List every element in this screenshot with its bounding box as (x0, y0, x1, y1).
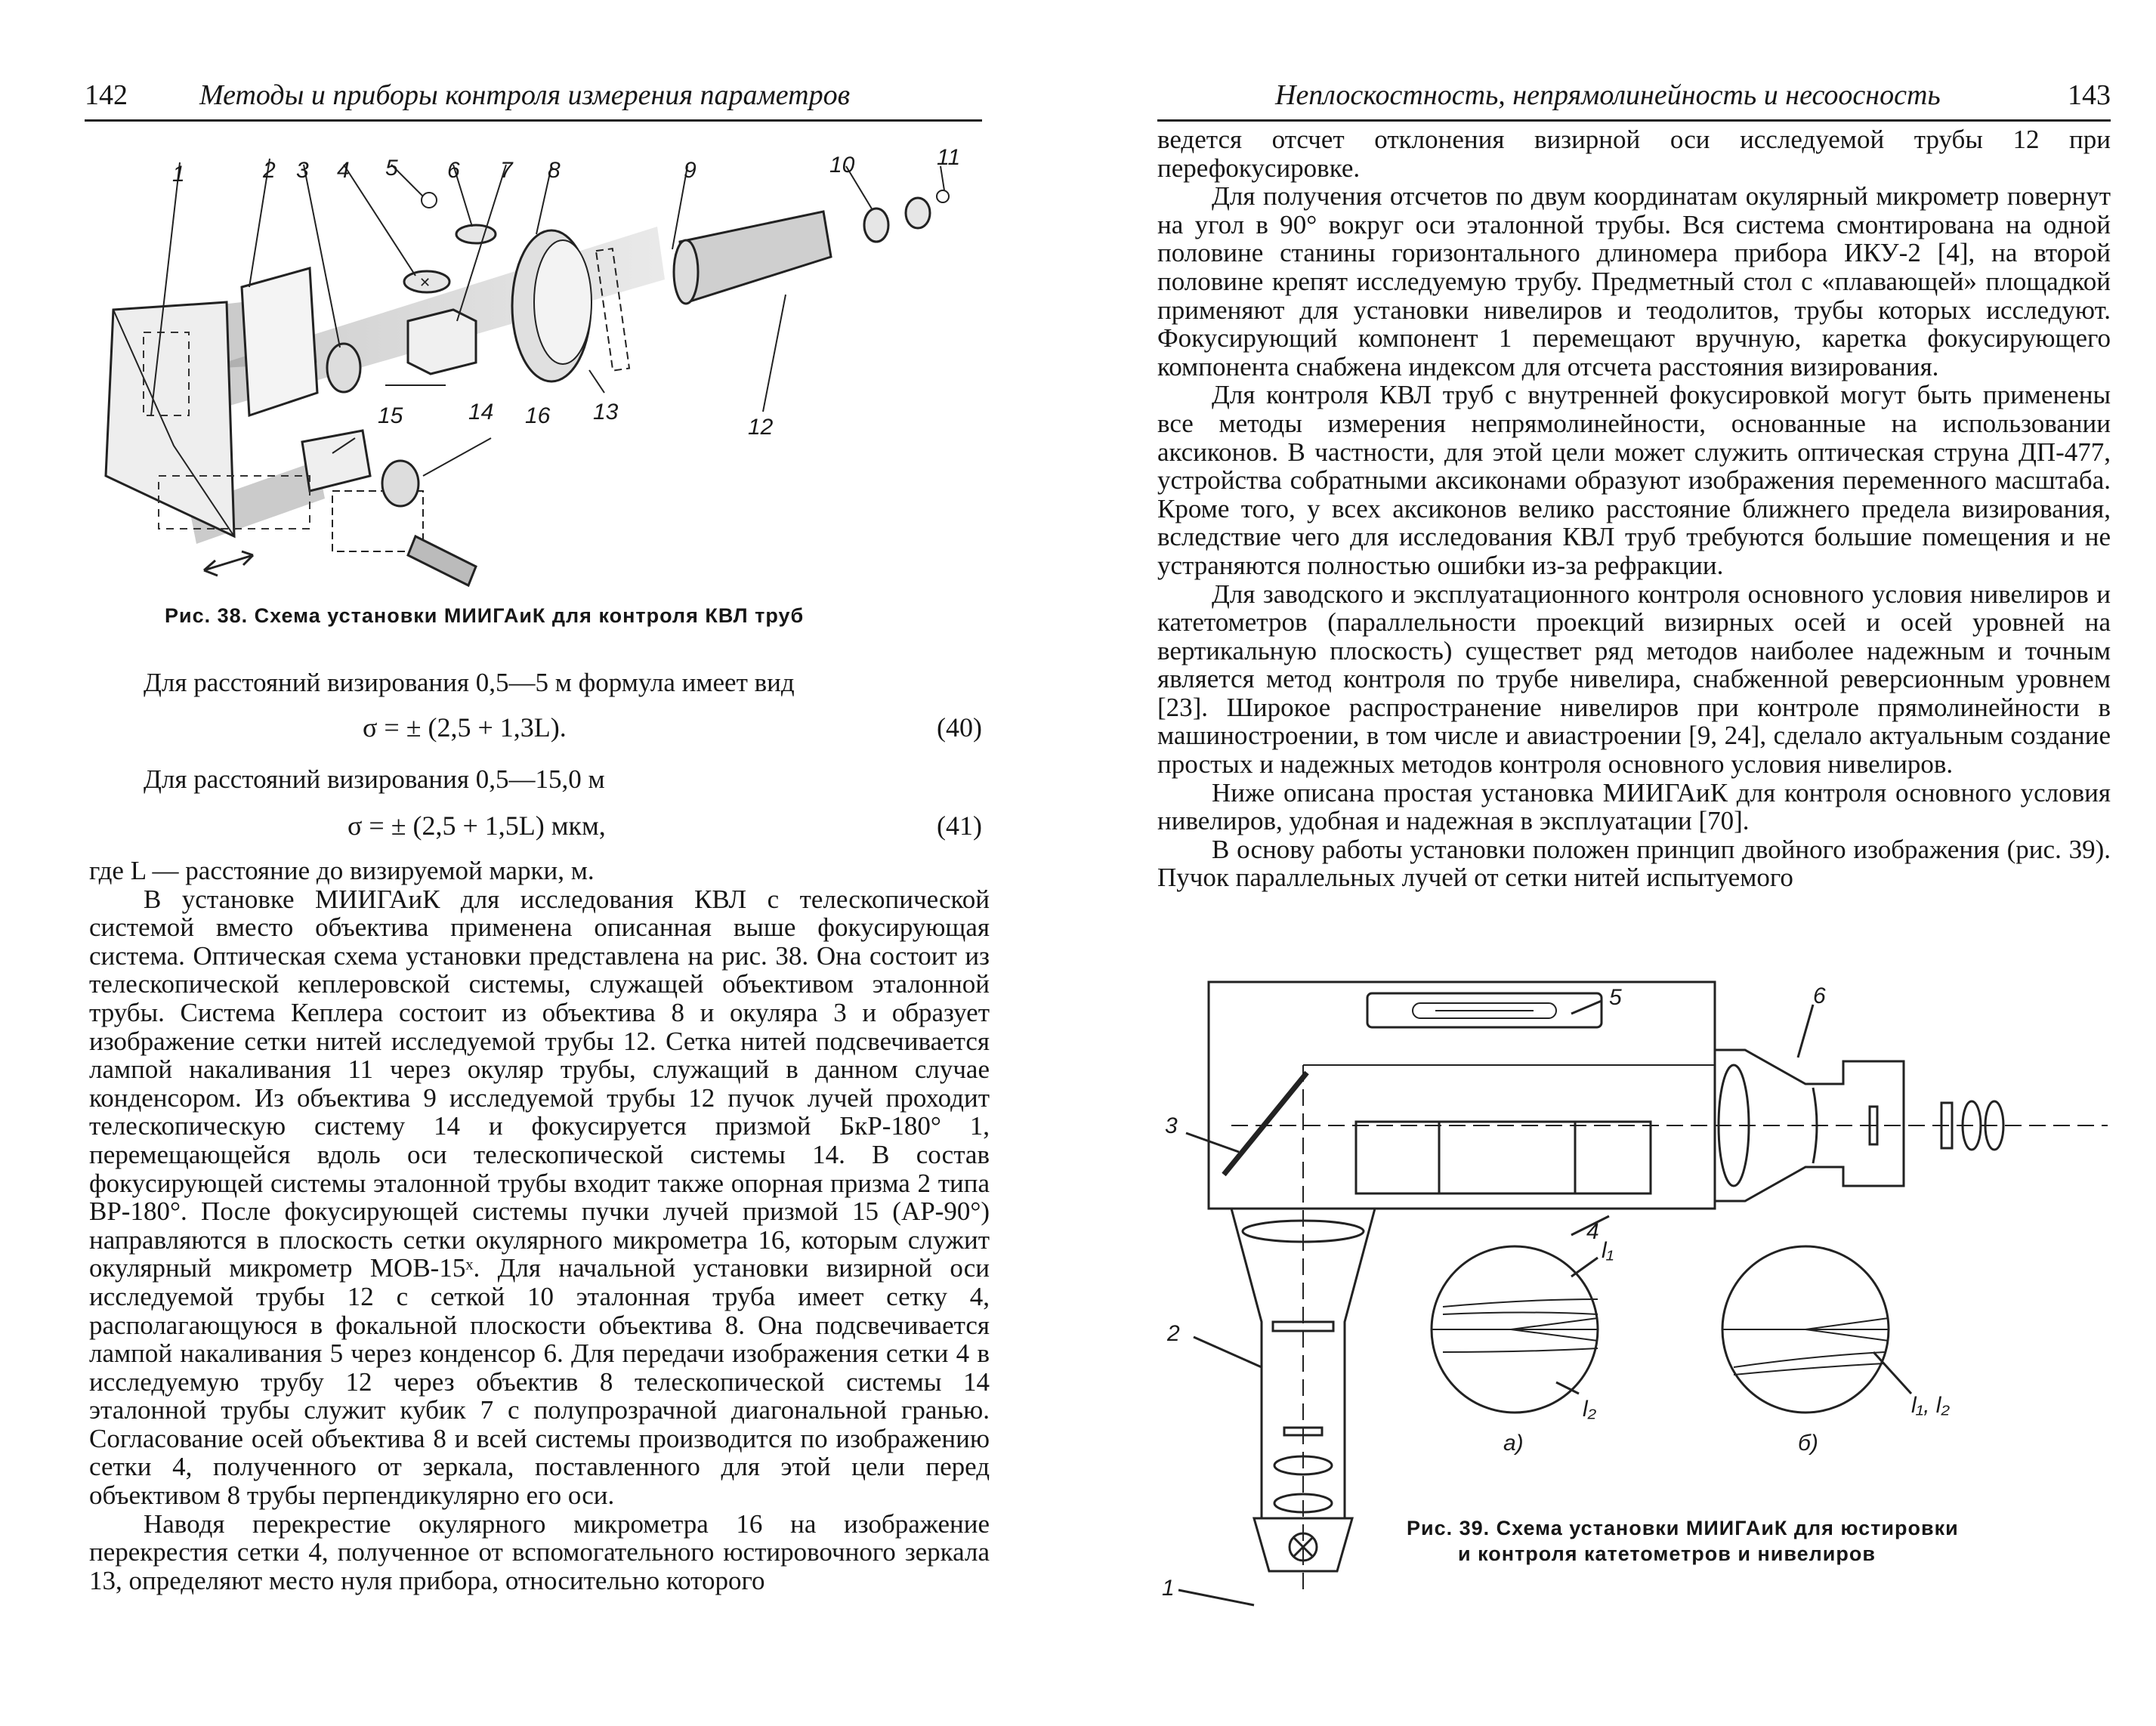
running-title-left: Методы и приборы контроля измерения параметров (199, 79, 851, 111)
svg-text:✕: ✕ (419, 275, 431, 290)
subfigure-label-a: а) (1503, 1431, 1524, 1456)
fig39-label-5: 5 (1609, 985, 1622, 1010)
right-page (1080, 0, 2156, 1726)
right-paragraph-4: Ниже описана простая установка МИИГАиК для контроля основного условия нивелиров, удобная и надежная в эксплуатации [70]. (1157, 777, 2111, 836)
where-line: где L — расстояние до визируемой марки, м. (89, 856, 595, 885)
lamp-5 (422, 193, 437, 208)
running-title-right: Неплоскостность, непрямолинейность и несоосность (1275, 79, 1941, 111)
left-body-text (89, 857, 990, 1595)
right-paragraph-5: В основу работы установки положен принцип двойного изображения (рис. 39). Пучок параллельных лучей от сетки нитей испытуемого (1157, 834, 2111, 893)
right-body-text (1157, 125, 2111, 892)
line-label-l1: l₁ (1602, 1238, 1614, 1263)
fig38-label-16: 16 (525, 403, 551, 428)
subfigure-label-b: б) (1798, 1431, 1818, 1456)
line-label-l1-l2: l₁, l₂ (1911, 1393, 1950, 1418)
condenser-6 (456, 225, 496, 243)
fig38-label-11: 11 (937, 145, 961, 170)
fig38-label-3: 3 (296, 158, 309, 183)
right-paragraph-3: Для заводского и эксплуатационного контроля основного условия нивелиров и катетометров (параллельности проекций визирных осей и осей уровней на вертикальную плоскость) существет ряд методов наиболее надежным и точным является метод контроля по трубе нивелира, снабженной реверсионным уровнем [23]. Широкое распространение нивелиров при контроле прямолинейности в машиностроении, в том числе и авиастроении [9, 24], сделало актуальным создание простых и надежных методов контроля основного условия нивелиров. (1157, 579, 2111, 780)
eyepiece-3 (327, 344, 360, 392)
fig39-label-3: 3 (1165, 1113, 1178, 1138)
fig38-label-15: 15 (378, 403, 403, 428)
formula-intro-1: Для расстояний визирования 0,5—5 м формула имеет вид (144, 668, 795, 697)
mirror-3 (1224, 1073, 1307, 1175)
test-tube-12 (680, 212, 831, 302)
tube-4 (1356, 1122, 1651, 1193)
formula-41: σ = ± (2,5 + 1,5L) мкм, (347, 811, 606, 841)
formula-40-number: (40) (937, 712, 982, 743)
left-page (0, 0, 1073, 1726)
fig38-label-2: 2 (263, 158, 276, 183)
page-number-left: 142 (85, 79, 128, 111)
figure-39-diagram (1148, 974, 2123, 1609)
formula-40: σ = ± (2,5 + 1,3L). (363, 712, 567, 743)
prism-2 (242, 268, 317, 415)
fig38-label-6: 6 (447, 158, 460, 183)
left-paragraph-1: В установке МИИГАиК для исследования КВЛ с телескопической системой вместо объектива применена описанная выше фокусирующая система. Оптическая схема установки представлена на рис. 38. Она состоит из телескопической кеплеровской системы, служащей объективом эталонной трубы. Система Кеплера состоит из объектива 8 и окуляра 3 и образует изображение сетки нитей исследуемой трубы 12. Сетка нитей подсвечивается лампой накаливания 11 через окуляр трубы, служащий в данном случае конденсором. Из объектива 9 исследуемой трубы 12 пучок лучей проходит телескопическую систему 14 и фокусируется призмой БкР-180° 1, перемещающейся вдоль оси телескопической системы 14. В состав фокусирующей системы эталонной трубы входит также опорная призма 2 типа ВР-180°. После фокусирующей системы пучки лучей призмой 15 (АР-90°) направляются в плоскость сетки окулярного микрометра 16, которым служит окулярный микрометр МОВ-15ˣ. Для начальной установки визирной оси исследуемой трубы 12 с сеткой 10 эталонная труба имеет сетку 4, располагающуюся в фокальной плоскости объектива 8. Она подсвечивается лампой накаливания 5 через конденсор 6. Для передачи изображения сетки 4 в исследуемую трубу 12 через объектив 8 телескопической системы 14 эталонной трубы служит кубик 7 с полупрозрачной диагональной гранью. Согласование осей объектива 8 и всей системы производится по изображению сетки 4, полученного от зеркала, поставленного для этой цели перед объективом 8 трубы перпендикулярно его оси. (89, 884, 990, 1511)
figure-38-diagram (83, 144, 975, 597)
fig38-label-4: 4 (337, 158, 350, 183)
fig38-label-1: 1 (172, 162, 185, 187)
figure-39-caption-line-1: Рис. 39. Схема установки МИИГАиК для юстировки (1407, 1517, 1959, 1539)
right-page-header (1157, 66, 2111, 122)
right-paragraph-continued: ведется отсчет отклонения визирной оси исследуемой трубы 12 при перефокусировке. (1157, 125, 2111, 183)
fig39-label-4: 4 (1586, 1219, 1599, 1244)
figure-39-caption-line-2: и контроля катетометров и нивелиров (1458, 1542, 1876, 1565)
figure-38-caption: Рис. 38. Схема установки МИИГАиК для контроля КВЛ труб (165, 604, 805, 627)
movement-arrow (204, 551, 253, 576)
fig38-label-7: 7 (500, 158, 513, 183)
prism-15 (302, 431, 370, 491)
fig38-label-8: 8 (548, 158, 561, 183)
line-label-l2: l₂ (1583, 1397, 1597, 1422)
lamp-11 (906, 198, 930, 228)
formula-intro-2: Для расстояний визирования 0,5—15,0 м (144, 764, 605, 794)
page-number-right: 143 (2068, 79, 2111, 111)
fig38-label-5: 5 (385, 156, 398, 181)
fig38-label-14: 14 (468, 400, 494, 425)
fig38-label-9: 9 (684, 158, 697, 183)
fig39-label-2: 2 (1167, 1321, 1180, 1346)
fig39-label-6: 6 (1813, 983, 1826, 1008)
fig38-label-13: 13 (593, 400, 619, 425)
fig38-label-12: 12 (748, 415, 774, 440)
right-paragraph-2: Для контроля КВЛ труб с внутренней фокусировкой могут быть применены все методы измерения непрямолинейности, основанные на использовании аксиконов. В частности, для этой цели может служить оптическая струна ДП-477, устройства собратными аксиконами образуют изображения переменного масштаба. Кроме того, у всех аксиконов велико расстояние ближнего предела визирования, вследствие чего для исследования КВЛ труб требуются большие помещения и не устраняются полностью ошибки из-за рефракции. (1157, 380, 2111, 580)
left-page-header (85, 66, 982, 122)
right-paragraph-1: Для получения отсчетов по двум координатам окулярный микрометр повернут на угол в 90° вокруг оси эталонной трубы. Вся система смонтирована на одной половине станины горизонтального длиномера прибора ИКУ-2 [4], на второй половине крепят исследуемую трубу. Предметный стол с «плавающей» площадкой применяют для установки нивелиров и теодолитов, трубы которых исследуют. Фокусирующий компонент 1 перемещают вручную, каретка фокусирующего компонента снабжена индексом для отсчета расстояния визирования. (1157, 181, 2111, 381)
cube-7 (408, 310, 476, 374)
reticle-10 (864, 208, 888, 242)
housing (1209, 982, 1715, 1209)
left-paragraph-2: Наводя перекрестие окулярного микрометра 16 на изображение перекрестия сетки 4, полученное от вспомогательного юстировочного зеркала 13, определяют место нуля прибора, относительно которого (89, 1508, 990, 1595)
fig39-label-1: 1 (1162, 1576, 1175, 1601)
fig38-label-10: 10 (829, 153, 855, 178)
formula-41-number: (41) (937, 811, 982, 841)
